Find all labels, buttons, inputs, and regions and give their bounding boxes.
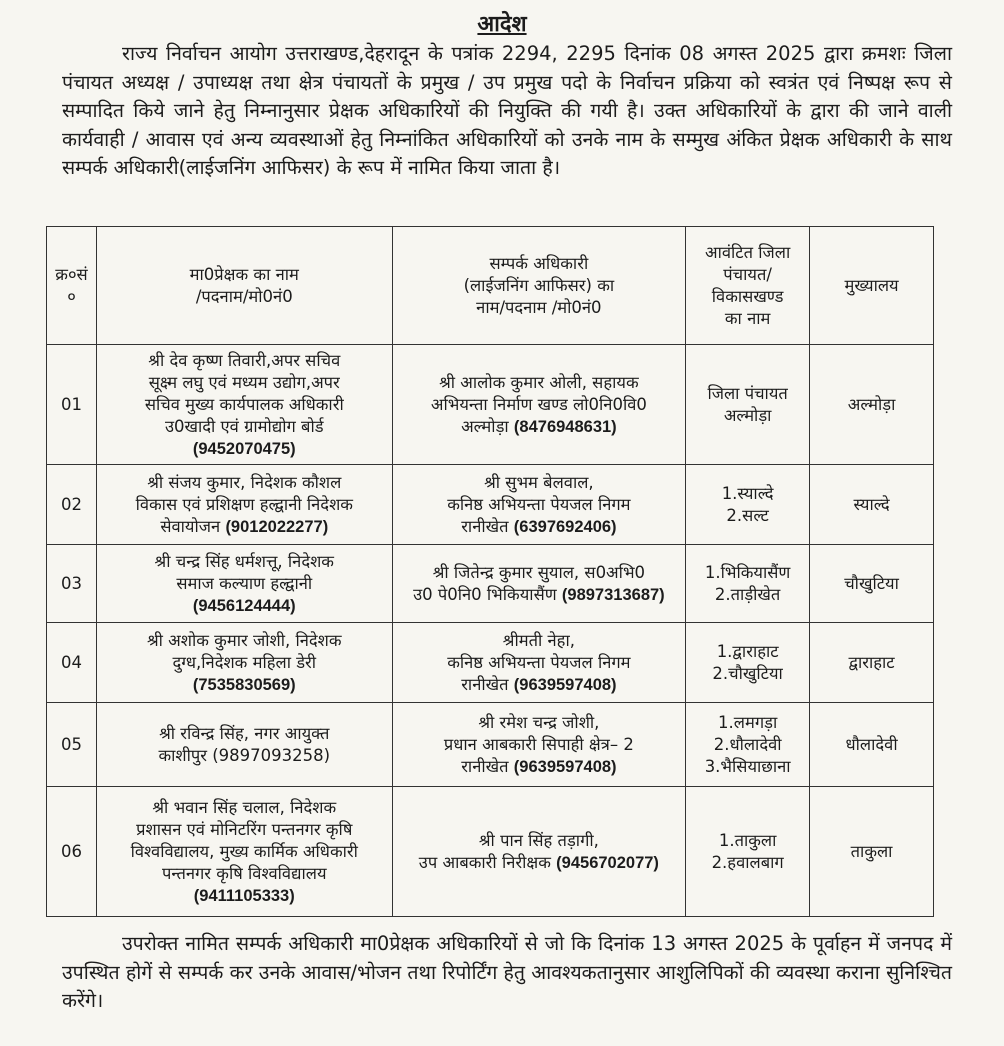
- cell-headquarters: द्वाराहाट: [810, 623, 934, 703]
- observer-phone: (9456124444): [192, 596, 296, 615]
- cell-allotted: 1.द्वाराहाट 2.चौखुटिया: [686, 623, 810, 703]
- cell-allotted: 1.स्याल्दे 2.सल्ट: [686, 465, 810, 545]
- liaison-phone: (9639597408): [513, 757, 617, 776]
- cell-serial: 01: [47, 345, 97, 465]
- header-liaison: सम्पर्क अधिकारी (लाईजनिंग आफिसर) का नाम/पदनाम /मो0नं0: [392, 227, 686, 345]
- table-header-row: [47, 227, 934, 345]
- liaison-phone: (9897313687): [561, 585, 665, 604]
- observer-phone: (9012022277): [225, 517, 329, 536]
- cell-headquarters: चौखुटिया: [810, 545, 934, 623]
- observer-phone: (9411105333): [193, 886, 295, 905]
- observer-phone: (7535830569): [192, 675, 296, 694]
- table-row: [47, 787, 934, 917]
- cell-serial: 04: [47, 623, 97, 703]
- cell-liaison: श्रीमती नेहा, कनिष्ठ अभियन्ता पेयजल निगम रानीखेत (9639597408): [392, 623, 686, 703]
- cell-observer: श्री भवान सिंह चलाल, निदेशक प्रशासन एवं मोनिटरिंग पन्तनगर कृषि विश्वविद्यालय, मुख्य कार्मिक अधिकारी पन्तनगर कृषि विश्वविद्यालय (9411105333): [96, 787, 392, 917]
- cell-liaison: श्री आलोक कुमार ओली, सहायक अभियन्ता निर्माण खण्ड लो0नि0वि0 अल्मोड़ा (8476948631): [392, 345, 686, 465]
- cell-allotted: जिला पंचायत अल्मोड़ा: [686, 345, 810, 465]
- header-allotted: आवंटित जिला पंचायत/ विकासखण्ड का नाम: [686, 227, 810, 345]
- liaison-phone: (9639597408): [513, 675, 617, 694]
- cell-observer: श्री देव कृष्ण तिवारी,अपर सचिव सूक्ष्म लघु एवं मध्यम उद्योग,अपर सचिव मुख्य कार्यपालक अधिकारी उ0खादी एवं ग्रामोद्योग बोर्ड (9452070475): [96, 345, 392, 465]
- cell-liaison: श्री पान सिंह तड़ागी, उप आबकारी निरीक्षक (9456702077): [392, 787, 686, 917]
- intro-paragraph: राज्य निर्वाचन आयोग उत्तराखण्ड,देहरादून के पत्रांक 2294, 2295 दिनांक 08 अगस्त 2025 द्वारा क्रमशः जिला पंचायत अध्यक्ष / उपाध्यक्ष तथा क्षेत्र पंचायतों के प्रमुख / उप प्रमुख पदो के निर्वाचन प्रक्रिया को स्वत्रंत एवं निष्पक्ष रूप से सम्पादित किये जाने हेतु निम्नानुसार प्रेक्षक अधिकारियों की नियुक्ति की गयी है। उक्त अधिकारियों के द्वारा की जाने वाली कार्यवाही / आवास एवं अन्य व्यवस्थाओं हेतु निम्नांकित अधिकारियों को उनके नाम के सम्मुख अंकित प्रेक्षक अधिकारी के साथ सम्पर्क अधिकारी(लाईजनिंग आफिसर) के रूप में नामित किया जाता है।: [62, 42, 952, 179]
- cell-observer: श्री रविन्द्र सिंह, नगर आयुक्त काशीपुर (9897093258): [96, 703, 392, 787]
- cell-serial: 05: [47, 703, 97, 787]
- cell-headquarters: स्याल्दे: [810, 465, 934, 545]
- cell-liaison: श्री रमेश चन्द्र जोशी, प्रधान आबकारी सिपाही क्षेत्र– 2 रानीखेत (9639597408): [392, 703, 686, 787]
- cell-serial: 02: [47, 465, 97, 545]
- cell-allotted: 1.भिकियासैंण 2.ताड़ीखेत: [686, 545, 810, 623]
- header-observer: मा0प्रेक्षक का नाम /पदनाम/मो0नं0: [96, 227, 392, 345]
- table-row: [47, 465, 934, 545]
- table-row: [47, 703, 934, 787]
- closing-paragraph: उपरोक्त नामित सम्पर्क अधिकारी मा0प्रेक्षक अधिकारियों से जो कि दिनांक 13 अगस्त 2025 के पूर्वाहन में जनपद में उपस्थित होगें से सम्पर्क कर उनके आवास/भोजन तथा रिपोर्टिंग हेतु आवश्यकतानुसार आशुलिपिकों की व्यवस्था कराना सुनिश्चित करेंगे।: [62, 932, 952, 1012]
- cell-allotted: 1.ताकुला 2.हवालबाग: [686, 787, 810, 917]
- cell-headquarters: अल्मोड़ा: [810, 345, 934, 465]
- cell-headquarters: ताकुला: [810, 787, 934, 917]
- cell-serial: 06: [47, 787, 97, 917]
- cell-serial: 03: [47, 545, 97, 623]
- cell-observer: श्री चन्द्र सिंह धर्मशत्तू, निदेशक समाज कल्याण हल्द्वानी (9456124444): [96, 545, 392, 623]
- observer-phone: (9897093258): [212, 745, 331, 765]
- header-headquarters: मुख्यालय: [810, 227, 934, 345]
- observer-phone: (9452070475): [192, 439, 296, 458]
- cell-headquarters: धौलादेवी: [810, 703, 934, 787]
- cell-observer: श्री अशोक कुमार जोशी, निदेशक दुग्ध,निदेशक महिला डेरी (7535830569): [96, 623, 392, 703]
- order-title: आदेश: [477, 12, 527, 37]
- liaison-phone: (6397692406): [513, 517, 617, 536]
- cell-allotted: 1.लमगड़ा 2.धौलादेवी 3.भैसियाछाना: [686, 703, 810, 787]
- liaison-officer-table: [46, 226, 934, 917]
- table-row: [47, 345, 934, 465]
- cell-liaison: श्री जितेन्द्र कुमार सुयाल, स0अभि0 उ0 पे0नि0 भिकियासैंण (9897313687): [392, 545, 686, 623]
- liaison-phone: (8476948631): [513, 417, 617, 436]
- header-serial: क्र०सं ०: [47, 227, 97, 345]
- table-row: [47, 545, 934, 623]
- cell-observer: श्री संजय कुमार, निदेशक कौशल विकास एवं प्रशिक्षण हल्द्वानी निदेशक सेवायोजन (9012022277): [96, 465, 392, 545]
- cell-liaison: श्री सुभम बेलवाल, कनिष्ठ अभियन्ता पेयजल निगम रानीखेत (6397692406): [392, 465, 686, 545]
- liaison-phone: (9456702077): [556, 853, 659, 872]
- table-row: [47, 623, 934, 703]
